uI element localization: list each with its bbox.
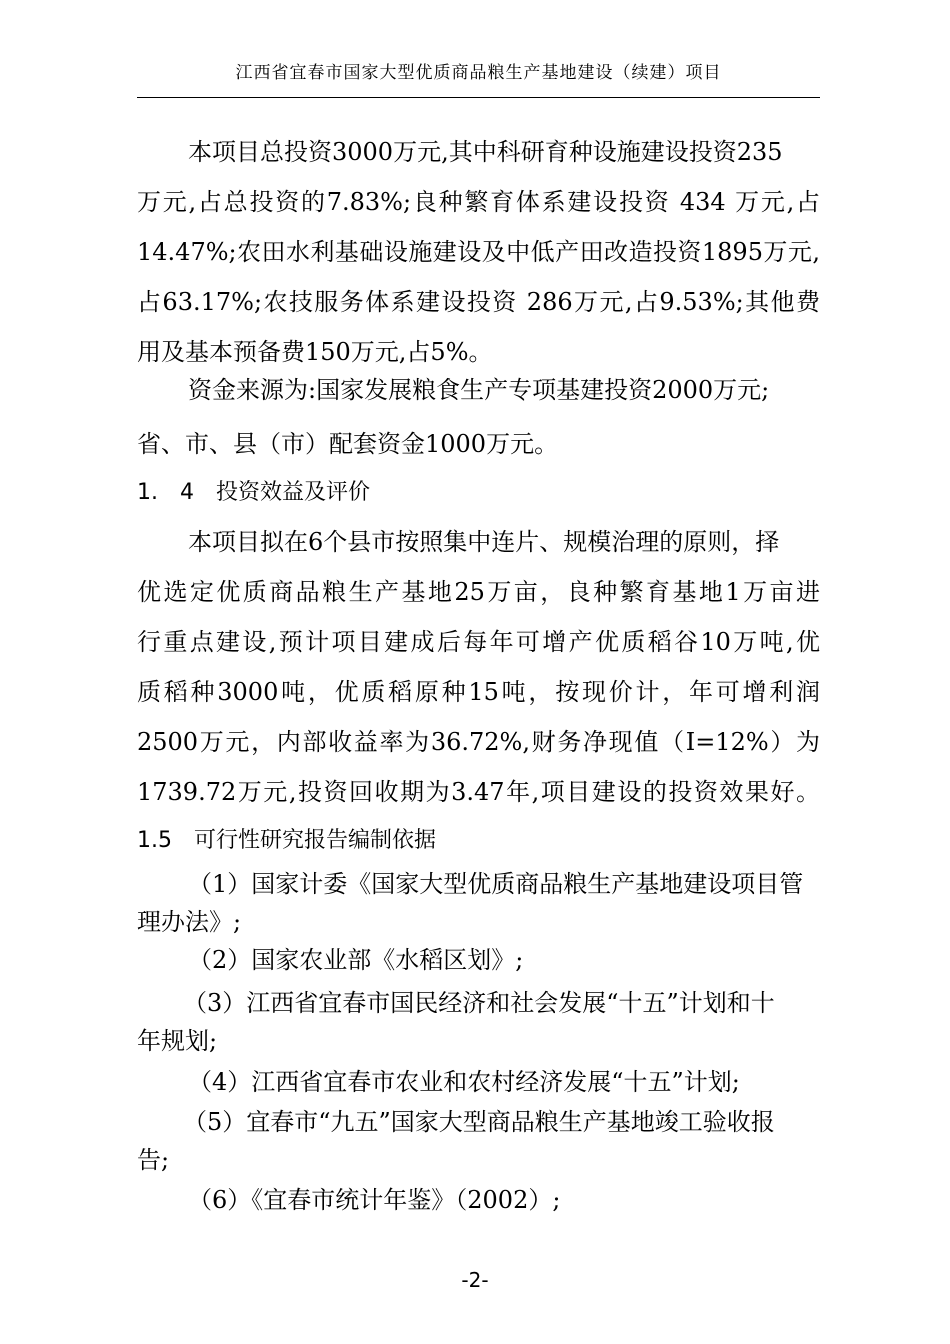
list-item: （2）国家农业部《水稻区划》; <box>188 946 524 974</box>
paragraph-line: 万元,占总投资的7.83%;良种繁育体系建设投资 434 万元,占 <box>137 188 820 216</box>
section-heading: 1. 4 投资效益及评价 <box>137 480 370 505</box>
list-item: （4）江西省宜春市农业和农村经济发展“十五”计划; <box>188 1068 740 1096</box>
list-item: （1）国家计委《国家大型优质商品粮生产基地建设项目管 <box>188 870 804 898</box>
paragraph-line: 资金来源为:国家发展粮食生产专项基建投资2000万元; <box>188 376 770 404</box>
paragraph-line: 优选定优质商品粮生产基地25万亩，良种繁育基地1万亩进 <box>137 578 820 606</box>
paragraph-line: 1739.72万元,投资回收期为3.47年,项目建设的投资效果好。 <box>137 778 820 806</box>
list-item-continuation: 理办法》; <box>137 908 242 936</box>
list-item: （5）宜春市“九五”国家大型商品粮生产基地竣工验收报 <box>183 1108 775 1136</box>
paragraph-line: 占63.17%;农技服务体系建设投资 286万元,占9.53%;其他费 <box>137 288 820 316</box>
header-divider <box>137 97 820 98</box>
paragraph-line: 行重点建设,预计项目建成后每年可增产优质稻谷10万吨,优 <box>137 628 820 656</box>
list-item-continuation: 年规划; <box>137 1027 218 1055</box>
list-item-continuation: 告; <box>137 1146 170 1174</box>
list-item: （6）《宜春市统计年鉴》（2002）; <box>188 1186 561 1214</box>
paragraph-line: 用及基本预备费150万元,占5%。 <box>137 338 493 366</box>
paragraph-line: 质稻种3000吨，优质稻原种15吨，按现价计，年可增利润 <box>137 678 820 706</box>
paragraph-line: 2500万元，内部收益率为36.72%,财务净现值（I=12%）为 <box>137 728 820 756</box>
page-header: 江西省宜春市国家大型优质商品粮生产基地建设（续建）项目 <box>235 63 722 83</box>
page-number: -2- <box>461 1268 489 1292</box>
list-item: （3）江西省宜春市国民经济和社会发展“十五”计划和十 <box>183 989 775 1017</box>
section-heading: 1.5 可行性研究报告编制依据 <box>137 828 436 853</box>
paragraph-line: 本项目总投资3000万元,其中科研育种设施建设投资235 <box>188 138 783 166</box>
paragraph-line: 14.47%;农田水利基础设施建设及中低产田改造投资1895万元, <box>137 238 820 266</box>
paragraph-line: 本项目拟在6个县市按照集中连片、规模治理的原则，择 <box>188 528 780 556</box>
paragraph-line: 省、市、县（市）配套资金1000万元。 <box>137 430 559 458</box>
